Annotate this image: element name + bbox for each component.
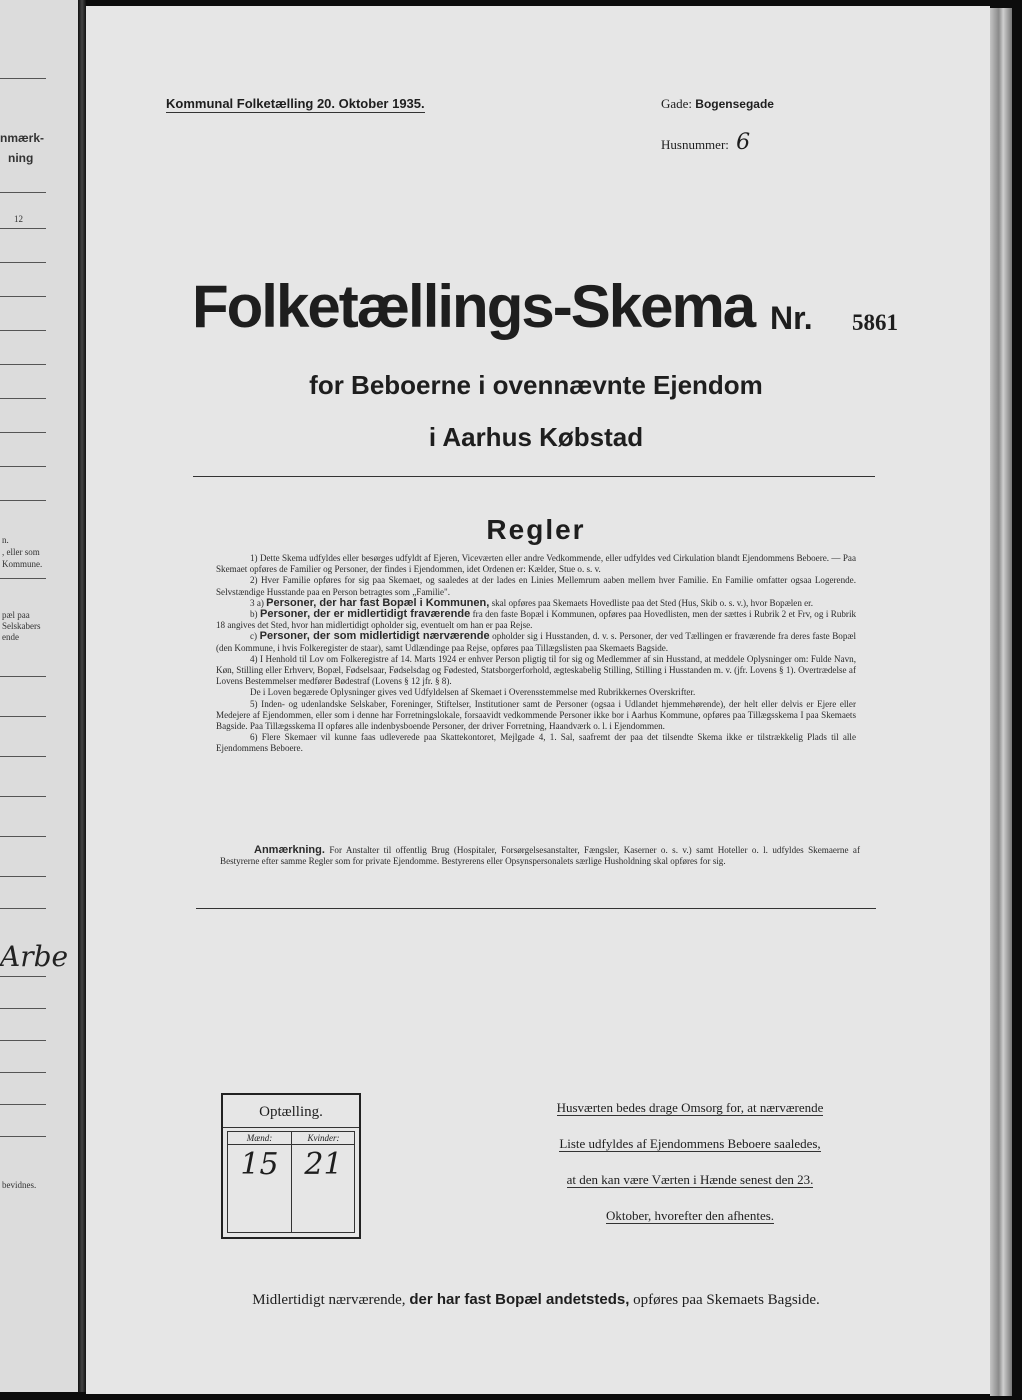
left-text: Kommune. (2, 559, 43, 569)
women-value: 21 (304, 1147, 343, 1182)
divider (0, 330, 46, 331)
form-title: Folketællings-Skema (192, 273, 755, 340)
divider (0, 1040, 46, 1041)
footer-pre: Midlertidigt nærværende, (252, 1292, 406, 1308)
form-nr-value: 5861 (852, 310, 898, 335)
notice-line: Oktober, hvorefter den afhentes. (605, 1208, 775, 1223)
divider (0, 876, 46, 877)
count-table (227, 1131, 355, 1233)
notice-line: Liste udfyldes af Ejendommens Beboere saaledes, (559, 1136, 821, 1151)
census-header: Kommunal Folketælling 20. Oktober 1935. (166, 96, 425, 111)
divider (0, 432, 46, 433)
divider (0, 466, 46, 467)
footer-bold: der har fast Bopæl andetsteds, (409, 1291, 630, 1308)
rule-3a: 3 a) Personer, der har fast Bopæl i Kommunen, skal opføres paa Skemaets Hovedliste paa det Sted (Hus, Skib o. s. v.), hvor Bopælen er. (250, 596, 813, 609)
women-label: Kvinder: (292, 1132, 355, 1145)
divider (0, 228, 46, 229)
footer-note (200, 1291, 872, 1309)
divider (0, 296, 46, 297)
divider (0, 676, 46, 677)
left-text: ende (2, 632, 19, 642)
divider (0, 716, 46, 717)
remark-text: For Anstalter til offentlig Brug (Hospitaler, Forsørgelsesanstalter, Fængsler, Kaserner o. s. v.) samt Hoteller o. l. udfyldes Skemaerne af Bestyrerne efter samme Regler som for private Ejendomme. Bestyrerens eller Opsynspersonalets særlige Husholdning skal opføres for sig. (220, 845, 860, 867)
left-col-number: 12 (14, 214, 23, 224)
divider (0, 364, 46, 365)
divider (0, 796, 46, 797)
men-value: 15 (240, 1147, 279, 1182)
rule-6: 6) Flere Skemaer vil kunne faas udleverede paa Skattekontoret, Mejlgade 4, 1. Sal, saafremt der paa det tilsendte Skema ikke er tilstrækkelig Plads til alle Ejendommens Beboere. (216, 732, 856, 754)
street-row (661, 96, 774, 112)
divider (0, 192, 46, 193)
page-edges (990, 8, 1012, 1396)
left-text: Selskabers (2, 621, 41, 631)
left-text: n. (2, 535, 9, 545)
divider (0, 398, 46, 399)
rules-heading: Regler (486, 514, 586, 545)
divider (0, 836, 46, 837)
left-label: nmærk- (0, 131, 45, 145)
divider (0, 500, 46, 501)
house-number-value: 6 (736, 130, 751, 155)
house-number-label: Husnummer: (661, 137, 729, 152)
remark-lead: Anmærkning. (254, 844, 325, 856)
street-label: Gade: (661, 96, 693, 111)
rules-text (216, 553, 856, 755)
street-value: Bogensegade (695, 97, 774, 111)
divider (0, 262, 46, 263)
house-number-row (661, 130, 750, 155)
landlord-notice (520, 1096, 860, 1240)
form-nr-label: Nr. (770, 300, 813, 336)
notice-line: Husværten bedes drage Omsorg for, at nærværende (556, 1100, 824, 1115)
rule-2: 2) Hver Familie opføres for sig paa Skemaet, og saaledes at der lades en Linies Mellemrum aaben mellem hver Familie. En Familie omfatter ogsaa Logerende. Selvstændige Husstande paa en Person betragtes som „Familie". (216, 575, 856, 597)
divider (0, 1104, 46, 1105)
rule-4b: De i Loven begærede Oplysninger gives ved Udfyldelsen af Skemaet i Overensstemmelse med Rubrikkernes Overskrifter. (250, 687, 696, 698)
rule-4: 4) I Henhold til Lov om Folkeregistre af 14. Marts 1924 er enhver Person pligtig til for sig og Medlemmer af sin Husstand, at meddele Oplysninger om: Fulde Navn, Køn, Stilling eller Erhverv, Bopæl, Fødselsaar, Fødselsdag og Fødested, Statsborgerforhold, ægteskabelig Stilling, Stilling i Husstanden m. v. (jfr. Lovens § 1). Overtrædelse af Lovens Bestemmelser medfører Bødestraf (Lovens § 12 jfr. § 8). (216, 653, 856, 687)
divider (0, 908, 46, 909)
left-text: pæl paa (2, 610, 30, 620)
book-spine (78, 0, 86, 1392)
rule-3b: b) Personer, der er midlertidigt fraværende fra den faste Bopæl i Kommunen, opføres paa Hovedlisten, men der sættes i Rubrik 2 et Frv, og i Rubrik 18 angives det Sted, hvor han midlertidigt opholder sig, eventuelt om han er paa Rejse. (216, 608, 857, 631)
men-label: Mænd: (228, 1132, 291, 1145)
divider (0, 1072, 46, 1073)
rule-1: 1) Dette Skema udfyldes eller besørges udfyldt af Ejeren, Viceværten eller andre Vedkommende, eller udfyldes ved Cirkulation blandt Ejendommens Beboere. — Paa Skemaet opføres de Familier og Personer, der findes i Ejendommen, idet Ordenen er: Kælder, Stue o. s. v. (216, 553, 856, 575)
divider (0, 578, 46, 579)
divider (0, 1008, 46, 1009)
footer-post: opføres paa Skemaets Bagside. (633, 1292, 820, 1308)
count-title: Optælling. (223, 1095, 359, 1128)
remark (220, 845, 860, 867)
count-box (221, 1093, 361, 1239)
divider (0, 78, 46, 79)
left-page-fragment (0, 0, 80, 1392)
rule-3c: c) Personer, der som midlertidigt nærværende opholder sig i Husstanden, d. v. s. Personer, der ved Tællingen er fraværende fra deres faste Bopæl (den Kommune, i hvis Folkeregister de staar), samt Udlændinge paa Rejse, opføres paa Tillægslisten paa Skemaets Bagside. (216, 630, 856, 653)
divider (0, 1136, 46, 1137)
notice-line: at den kan være Værten i Hænde senest den 23. (566, 1172, 814, 1187)
handwritten-note: Arbe (0, 940, 69, 973)
bottom-rule (196, 908, 876, 909)
left-label: ning (8, 151, 34, 165)
divider (0, 756, 46, 757)
left-text: bevidnes. (2, 1180, 37, 1190)
form-subtitle: for Beboerne i ovennævnte Ejendom (309, 370, 763, 400)
title-rule (193, 476, 875, 477)
rule-5: 5) Inden- og udenlandske Selskaber, Foreninger, Stiftelser, Institutioner samt de Personer (ogsaa i Udlandet hjemmehørende), der helt eller delvis er Ejere eller Medejere af Ejendommen, eller som i denne har Forretningslokale, forsaavidt vedkommende Personer ikke bor i Aarhus Kommune, opføres paa Tillægsskema I paa Skemaets Bagside. Paa Tillægsskema II opføres alle indenbysboende Personer, der driver Forretning, Haandværk o. l. i Ejendommen. (216, 698, 856, 732)
divider (0, 976, 46, 977)
men-column (228, 1132, 291, 1232)
women-column (291, 1132, 355, 1232)
form-subtitle-city: i Aarhus Købstad (428, 422, 644, 452)
left-text: , eller som (2, 547, 40, 557)
